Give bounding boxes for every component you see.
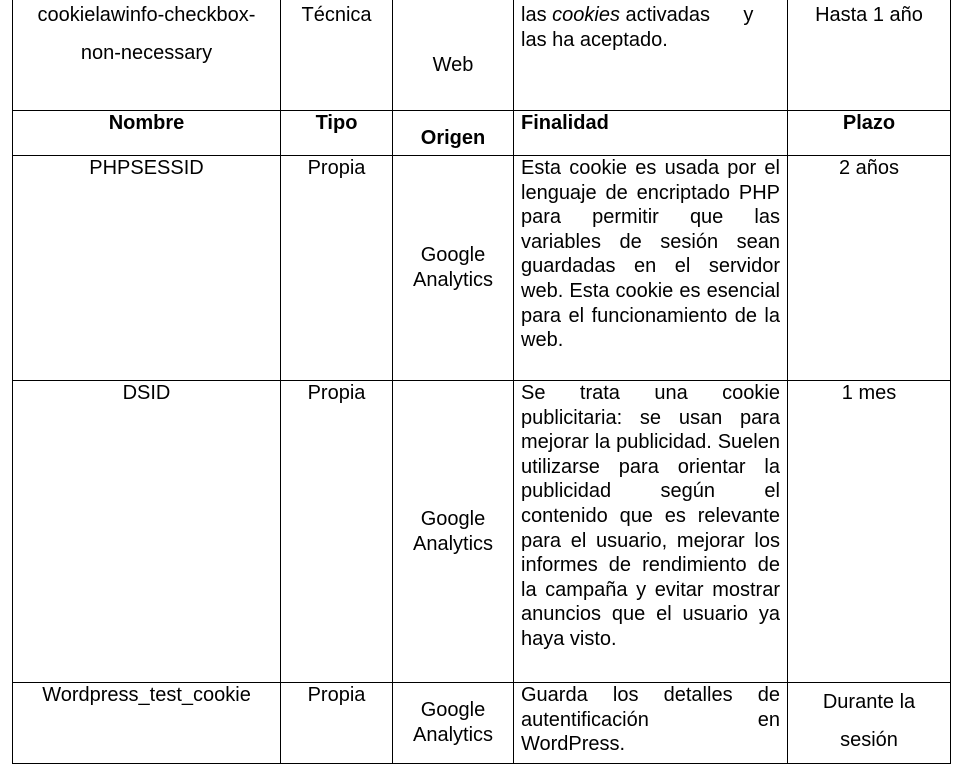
origen-line2: Analytics bbox=[412, 269, 494, 291]
cell-finalidad bbox=[514, 0, 788, 111]
header-finalidad: Finalidad bbox=[514, 111, 788, 156]
cookie-name-line1: cookielawinfo-checkbox- bbox=[37, 4, 256, 26]
origen-line2: Analytics bbox=[412, 724, 494, 746]
plazo-line2: sesión bbox=[840, 729, 898, 751]
cell-nombre: DSID bbox=[13, 381, 281, 683]
finalidad-text-line2: las ha aceptado. bbox=[521, 28, 668, 51]
cell-origen bbox=[393, 156, 514, 381]
origen-line2: Analytics bbox=[412, 532, 494, 555]
cell-nombre: Wordpress_test_cookie bbox=[13, 683, 281, 764]
cookie-name-line2: non-necessary bbox=[80, 42, 213, 64]
table-header-row bbox=[13, 111, 951, 156]
finalidad-text-pre: las bbox=[521, 4, 553, 26]
header-origen: Origen bbox=[393, 111, 514, 156]
cell-finalidad: Guarda los detalles de autentificación en WordPress. bbox=[514, 683, 788, 764]
cell-plazo: 2 años bbox=[788, 156, 951, 381]
finalidad-text-emphasis: cookies bbox=[552, 4, 620, 26]
cell-tipo: Propia bbox=[281, 683, 393, 764]
plazo-line1: Durante la bbox=[822, 691, 916, 713]
table-row bbox=[13, 381, 951, 683]
origen-line1: Google bbox=[420, 699, 486, 722]
header-nombre: Nombre bbox=[13, 111, 281, 156]
cell-origen bbox=[393, 381, 514, 683]
origen-line1: Google bbox=[420, 507, 486, 530]
table-row bbox=[13, 0, 951, 111]
cell-origen bbox=[393, 683, 514, 764]
cell-plazo: Hasta 1 año bbox=[788, 0, 951, 111]
cell-plazo: 1 mes bbox=[788, 381, 951, 683]
origen-line1: Google bbox=[420, 244, 486, 267]
cell-nombre bbox=[13, 0, 281, 111]
table-row bbox=[13, 156, 951, 381]
cell-plazo bbox=[788, 683, 951, 764]
cell-finalidad: Se trata una cookie publicitaria: se usan para mejorar la publicidad. Suelen utilizarse para orientar la publicidad según el contenido que es relevante para el usuario, mejorar los informes de rendimiento de la campaña y evitar mostrar anuncios que el usuario ya haya visto. bbox=[514, 381, 788, 683]
cell-finalidad: Esta cookie es usada por el lenguaje de encriptado PHP para permitir que las variables de sesión sean guardadas en el servidor web. Esta cookie es esencial para el funcionamiento de la web. bbox=[514, 156, 788, 381]
cookies-table bbox=[12, 0, 951, 764]
finalidad-text-mid: activadas y bbox=[619, 4, 754, 26]
table-row bbox=[13, 683, 951, 764]
cell-tipo: Propia bbox=[281, 156, 393, 381]
cell-tipo: Técnica bbox=[281, 0, 393, 111]
header-tipo: Tipo bbox=[281, 111, 393, 156]
cell-tipo: Propia bbox=[281, 381, 393, 683]
cell-nombre: PHPSESSID bbox=[13, 156, 281, 381]
header-plazo: Plazo bbox=[788, 111, 951, 156]
cell-origen: Web bbox=[393, 0, 514, 111]
